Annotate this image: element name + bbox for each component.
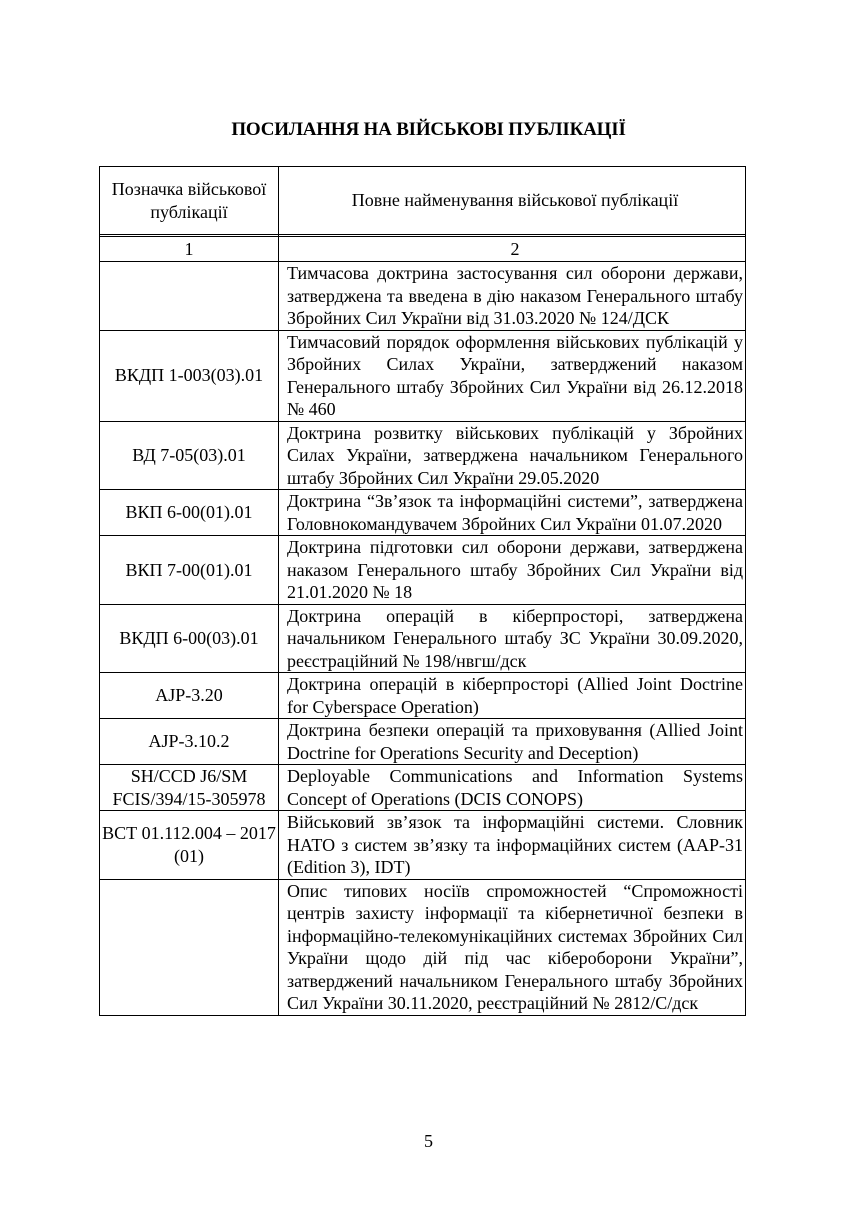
table-row — [100, 536, 746, 605]
column-number-2: 2 — [279, 237, 746, 262]
publication-name: Доктрина підготовки сил оборони держави, затверджена наказом Генерального штабу Збройних Сил України від 21.01.2020 № 18 — [279, 536, 746, 605]
publication-code: SH/CCD J6/SM FCIS/394/15-305978 — [100, 765, 279, 811]
table-row — [100, 765, 746, 811]
publication-name: Доктрина “Зв’язок та інформаційні системи”, затверджена Головнокомандувачем Збройних Сил України 01.07.2020 — [279, 490, 746, 536]
publication-name: Доктрина операцій в кіберпросторі (Allied Joint Doctrine for Cyberspace Operation) — [279, 673, 746, 719]
table-row — [100, 879, 746, 1015]
table-row — [100, 421, 746, 490]
table-row — [100, 604, 746, 673]
table-header-row — [100, 167, 746, 235]
publication-code: ВКДП 6-00(03).01 — [100, 604, 279, 673]
publication-name: Тимчасовий порядок оформлення військових публікацій у Збройних Силах України, затверджений наказом Генерального штабу Збройних Сил України від 26.12.2018 № 460 — [279, 330, 746, 421]
table-row — [100, 811, 746, 880]
publication-code: ВД 7-05(03).01 — [100, 421, 279, 490]
header-name: Повне найменування військової публікації — [279, 167, 746, 235]
publication-code: ВКП 7-00(01).01 — [100, 536, 279, 605]
publication-name: Доктрина розвитку військових публікацій у Збройних Силах України, затверджена начальником Генерального штабу Збройних Сил України 29.05.2020 — [279, 421, 746, 490]
header-code: Позначка військової публікації — [100, 167, 279, 235]
publication-code: AJP-3.10.2 — [100, 719, 279, 765]
page-number: 5 — [424, 1131, 433, 1151]
references-table — [99, 166, 746, 1016]
table-row — [100, 719, 746, 765]
publication-name: Deployable Communications and Information Systems Concept of Operations (DCIS CONOPS) — [279, 765, 746, 811]
publication-code: ВКДП 1-003(03).01 — [100, 330, 279, 421]
column-number-row — [100, 237, 746, 262]
publication-code — [100, 879, 279, 1015]
publication-name: Тимчасова доктрина застосування сил оборони держави, затверджена та введена в дію наказом Генерального штабу Збройних Сил України від 31.03.2020 № 124/ДСК — [279, 262, 746, 331]
table-row — [100, 673, 746, 719]
column-number-1: 1 — [100, 237, 279, 262]
table-row — [100, 330, 746, 421]
publication-name: Доктрина безпеки операцій та приховування (Allied Joint Doctrine for Operations Security and Deception) — [279, 719, 746, 765]
table-row — [100, 262, 746, 331]
publication-code: ВСТ 01.112.004 – 2017 (01) — [100, 811, 279, 880]
publication-name: Військовий зв’язок та інформаційні системи. Словник НАТО з систем зв’язку та інформаційних систем (AAP-31 (Edition 3), IDT) — [279, 811, 746, 880]
publication-code: AJP-3.20 — [100, 673, 279, 719]
page-title: ПОСИЛАННЯ НА ВІЙСЬКОВІ ПУБЛІКАЦІЇ — [231, 119, 626, 140]
table-row — [100, 490, 746, 536]
publication-name: Доктрина операцій в кіберпросторі, затверджена начальником Генерального штабу ЗС України 30.09.2020, реєстраційний № 198/нвгш/дск — [279, 604, 746, 673]
publication-code: ВКП 6-00(01).01 — [100, 490, 279, 536]
publication-code — [100, 262, 279, 331]
publication-name: Опис типових носіїв спроможностей “Спроможності центрів захисту інформації та кібернетичної безпеки в інформаційно-телекомунікаційних системах Збройних Сил України щодо дій під час кібероборони України”, затверджений начальником Генерального штабу Збройних Сил України 30.11.2020, реєстраційний № 2812/С/дск — [279, 879, 746, 1015]
